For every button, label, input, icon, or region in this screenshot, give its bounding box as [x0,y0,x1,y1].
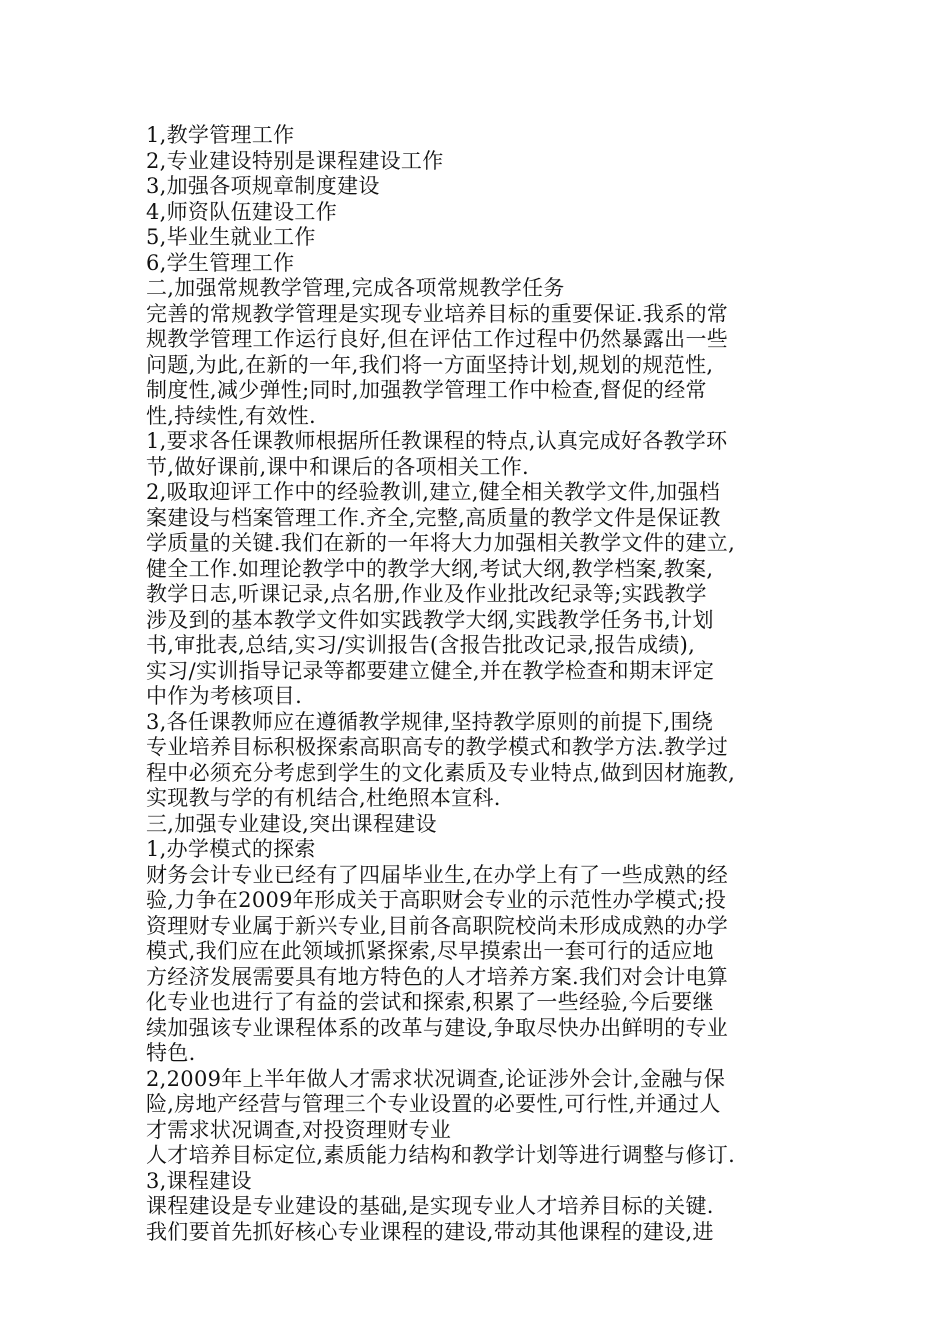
paragraph-line: 实现教与学的有机结合,杜绝照本宣科. [146,786,501,810]
paragraph-line: 制度性,减少弹性;同时,加强教学管理工作中检查,督促的经常 [146,378,707,402]
paragraph-line: 模式,我们应在此领域抓紧探索,尽早摸索出一套可行的适应地 [146,939,714,963]
paragraph-line: 中作为考核项目. [146,684,303,708]
paragraph-line: 问题,为此,在新的一年,我们将一方面坚持计划,规划的规范性, [146,352,714,377]
section-heading: 三,加强专业建设,突出课程建设 [146,811,437,836]
list-item: 6,学生管理工作 [146,250,295,275]
paragraph-line: 化专业也进行了有益的尝试和探索,积累了一些经验,今后要继 [146,990,714,1014]
paragraph-line: 续加强该专业课程体系的改革与建设,争取尽快办出鲜明的专业 [146,1015,729,1040]
paragraph-line: 方经济发展需要具有地方特色的人才培养方案.我们对会计电算 [146,964,729,989]
list-item: 2,专业建设特别是课程建设工作 [146,148,444,173]
paragraph-line: 1,要求各任课教师根据所任教课程的特点,认真完成好各教学环 [146,429,728,453]
paragraph-line: 教学日志,听课记录,点名册,作业及作业批改纪录等;实践教学 [146,582,707,606]
paragraph-line: 课程建设是专业建设的基础,是实现专业人才培养目标的关键. [146,1194,714,1218]
paragraph-line: 性,持续性,有效性. [146,403,317,428]
paragraph-line: 书,审批表,总结,实习/实训报告(含报告批改记录,报告成绩), [146,633,696,657]
paragraph-line: 验,力争在2009年形成关于高职财会专业的示范性办学模式;投 [146,888,727,912]
paragraph-line: 2,吸取迎评工作中的经验教训,建立,健全相关教学文件,加强档 [146,480,721,504]
paragraph-line: 特色. [146,1041,196,1065]
paragraph-line: 节,做好课前,课中和课后的各项相关工作. [146,454,530,479]
paragraph-line: 我们要首先抓好核心专业课程的建设,带动其他课程的建设,进 [146,1219,714,1244]
list-item: 4,师资队伍建设工作 [146,199,338,224]
paragraph-line: 3,各任课教师应在遵循教学规律,坚持教学原则的前提下,围绕 [146,709,714,734]
paragraph-line: 规教学管理工作运行良好,但在评估工作过程中仍然暴露出一些 [146,327,729,351]
list-item: 3,加强各项规章制度建设 [146,174,380,198]
paragraph-line: 专业培养目标积极探索高职高专的教学模式和教学方法.教学过 [146,735,729,759]
paragraph-line: 健全工作.如理论教学中的教学大纲,考试大纲,教学档案,教案, [146,556,714,581]
subsection-heading: 1,办学模式的探索 [146,837,316,861]
paragraph-line: 案建设与档案管理工作.齐全,完整,高质量的教学文件是保证教 [146,505,721,530]
paragraph-line: 实习/实训指导记录等都要建立健全,并在教学检查和期末评定 [146,658,715,683]
paragraph-line: 才需求状况调查,对投资理财专业 [146,1117,452,1142]
paragraph-line: 程中必须充分考虑到学生的文化素质及专业特点,做到因材施教, [146,760,736,785]
paragraph-line: 资理财专业属于新兴专业,目前各高职院校尚未形成成熟的办学 [146,913,729,938]
paragraph-line: 人才培养目标定位,素质能力结构和教学计划等进行调整与修订. [146,1143,736,1167]
paragraph-line: 2,2009年上半年做人才需求状况调查,论证涉外会计,金融与保 [146,1066,726,1091]
list-item: 5,毕业生就业工作 [146,225,316,249]
document-body [146,123,816,1245]
paragraph-line: 险,房地产经营与管理三个专业设置的必要性,可行性,并通过人 [146,1092,721,1116]
paragraph-line: 财务会计专业已经有了四届毕业生,在办学上有了一些成熟的经 [146,862,729,887]
list-item: 1,教学管理工作 [146,123,295,147]
paragraph-line: 学质量的关键.我们在新的一年将大力加强相关教学文件的建立, [146,531,736,555]
paragraph-line: 完善的常规教学管理是实现专业培养目标的重要保证.我系的常 [146,301,729,326]
subsection-heading: 3,课程建设 [146,1168,252,1193]
section-heading: 二,加强常规教学管理,完成各项常规教学任务 [146,276,565,300]
paragraph-line: 涉及到的基本教学文件如实践教学大纲,实践教学任务书,计划 [146,607,714,632]
